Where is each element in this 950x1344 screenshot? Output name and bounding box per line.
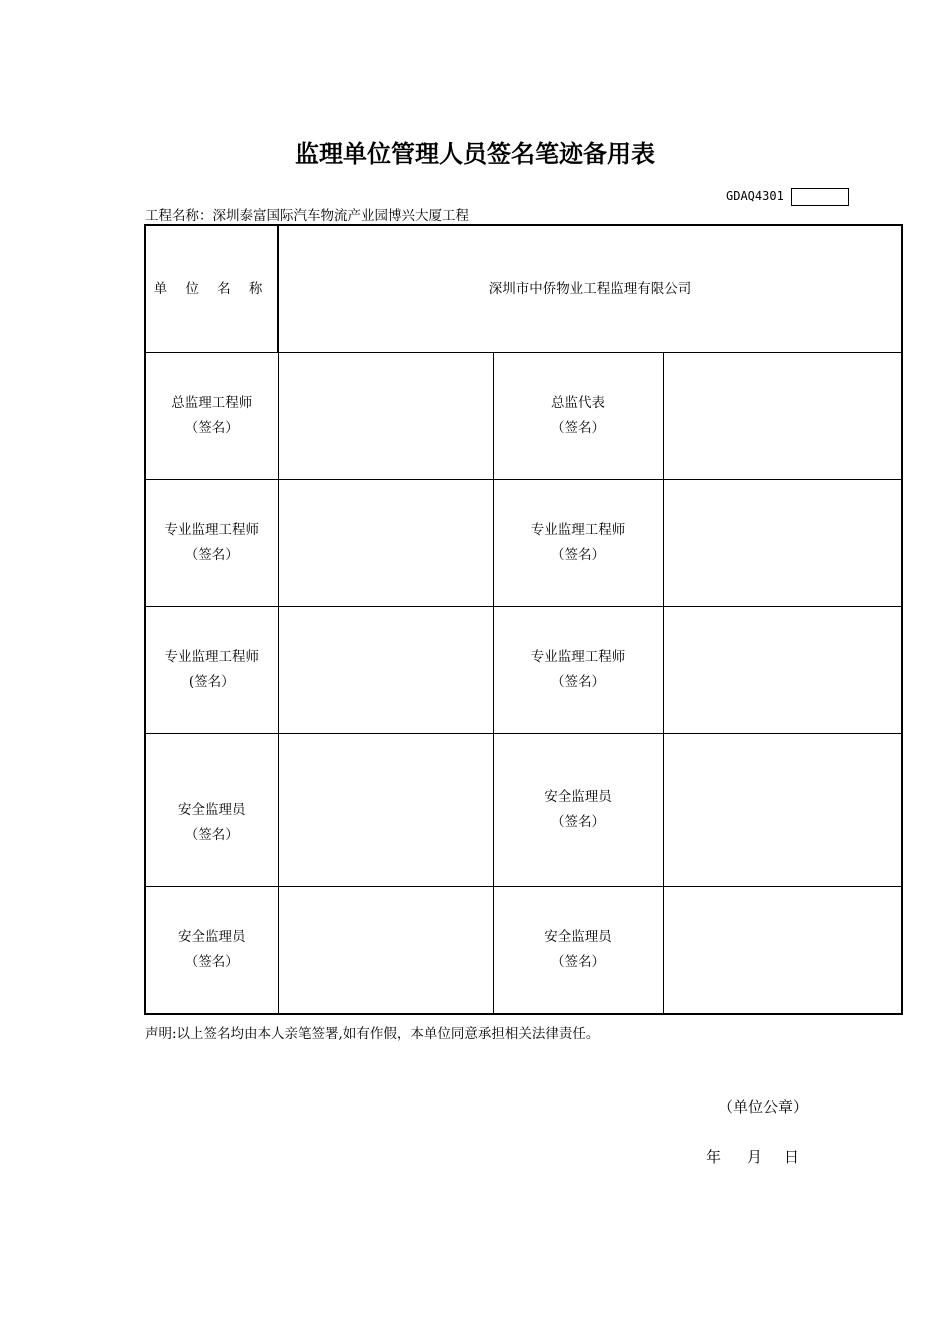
- sign-note: （签名）: [184, 547, 239, 563]
- role-cell: [493, 607, 663, 734]
- declaration-statement: 声明:以上签名均由本人亲笔签署,如有作假，本单位同意承担相关法律责任。: [145, 1026, 600, 1042]
- project-name: 工程名称：深圳泰富国际汽车物流产业园博兴大厦工程: [145, 208, 469, 224]
- role-cell: [145, 734, 278, 887]
- signature-field[interactable]: [663, 607, 902, 734]
- role-cell: [493, 480, 663, 607]
- role-label: 安全监理员: [178, 802, 246, 818]
- sign-note: （签名）: [184, 954, 239, 970]
- signature-table: [144, 224, 903, 1015]
- role-cell: [493, 353, 663, 480]
- role-label: 专业监理工程师: [530, 522, 626, 538]
- document-title: 监理单位管理人员签名笔迹备用表: [295, 140, 655, 168]
- sign-note: （签名）: [551, 954, 605, 970]
- sign-note: （签名）: [551, 814, 605, 830]
- signature-field[interactable]: [663, 734, 902, 887]
- role-cell: [493, 887, 663, 1015]
- date-day-label: 日: [784, 1148, 800, 1166]
- signature-field[interactable]: [663, 480, 902, 607]
- role-label: 专业监理工程师: [164, 522, 259, 538]
- signature-field[interactable]: [278, 607, 493, 734]
- unit-seal-label: （单位公章）: [718, 1098, 809, 1116]
- role-label: 总监代表: [551, 395, 605, 411]
- form-code: GDAQ4301: [726, 189, 784, 203]
- signature-row: [145, 480, 902, 607]
- role-label: 专业监理工程师: [164, 649, 259, 665]
- signature-row: [145, 887, 902, 1015]
- role-label: 安全监理员: [178, 929, 246, 945]
- role-cell: [145, 353, 278, 480]
- sign-note: (签名）: [188, 674, 235, 690]
- role-cell: [145, 887, 278, 1015]
- signature-field[interactable]: [663, 887, 902, 1015]
- signature-field[interactable]: [663, 353, 902, 480]
- role-label: 总监理工程师: [171, 395, 253, 411]
- sign-note: （签名）: [184, 420, 239, 436]
- signature-field[interactable]: [278, 480, 493, 607]
- signature-field[interactable]: [278, 734, 493, 887]
- role-label: 安全监理员: [544, 929, 612, 945]
- signature-field[interactable]: [278, 887, 493, 1015]
- sign-note: （签名）: [551, 420, 605, 436]
- date-line: [706, 1146, 799, 1167]
- sign-note: （签名）: [551, 674, 605, 690]
- role-cell: [145, 480, 278, 607]
- form-code-box: [791, 188, 849, 206]
- date-year-label: 年: [706, 1148, 722, 1166]
- signature-field[interactable]: [278, 353, 493, 480]
- role-label: 专业监理工程师: [530, 649, 626, 665]
- sign-note: （签名）: [551, 547, 605, 563]
- unit-row: [145, 225, 902, 353]
- role-cell: [493, 734, 663, 887]
- sign-note: （签名）: [184, 827, 239, 843]
- signature-row: [145, 734, 902, 887]
- signature-row: [145, 353, 902, 480]
- role-label: 安全监理员: [544, 789, 612, 805]
- unit-name-value: 深圳市中侨物业工程监理有限公司: [278, 225, 902, 353]
- signature-row: [145, 607, 902, 734]
- unit-name-label: 单 位 名 称: [145, 225, 278, 353]
- date-month-label: 月: [747, 1148, 763, 1166]
- role-cell: [145, 607, 278, 734]
